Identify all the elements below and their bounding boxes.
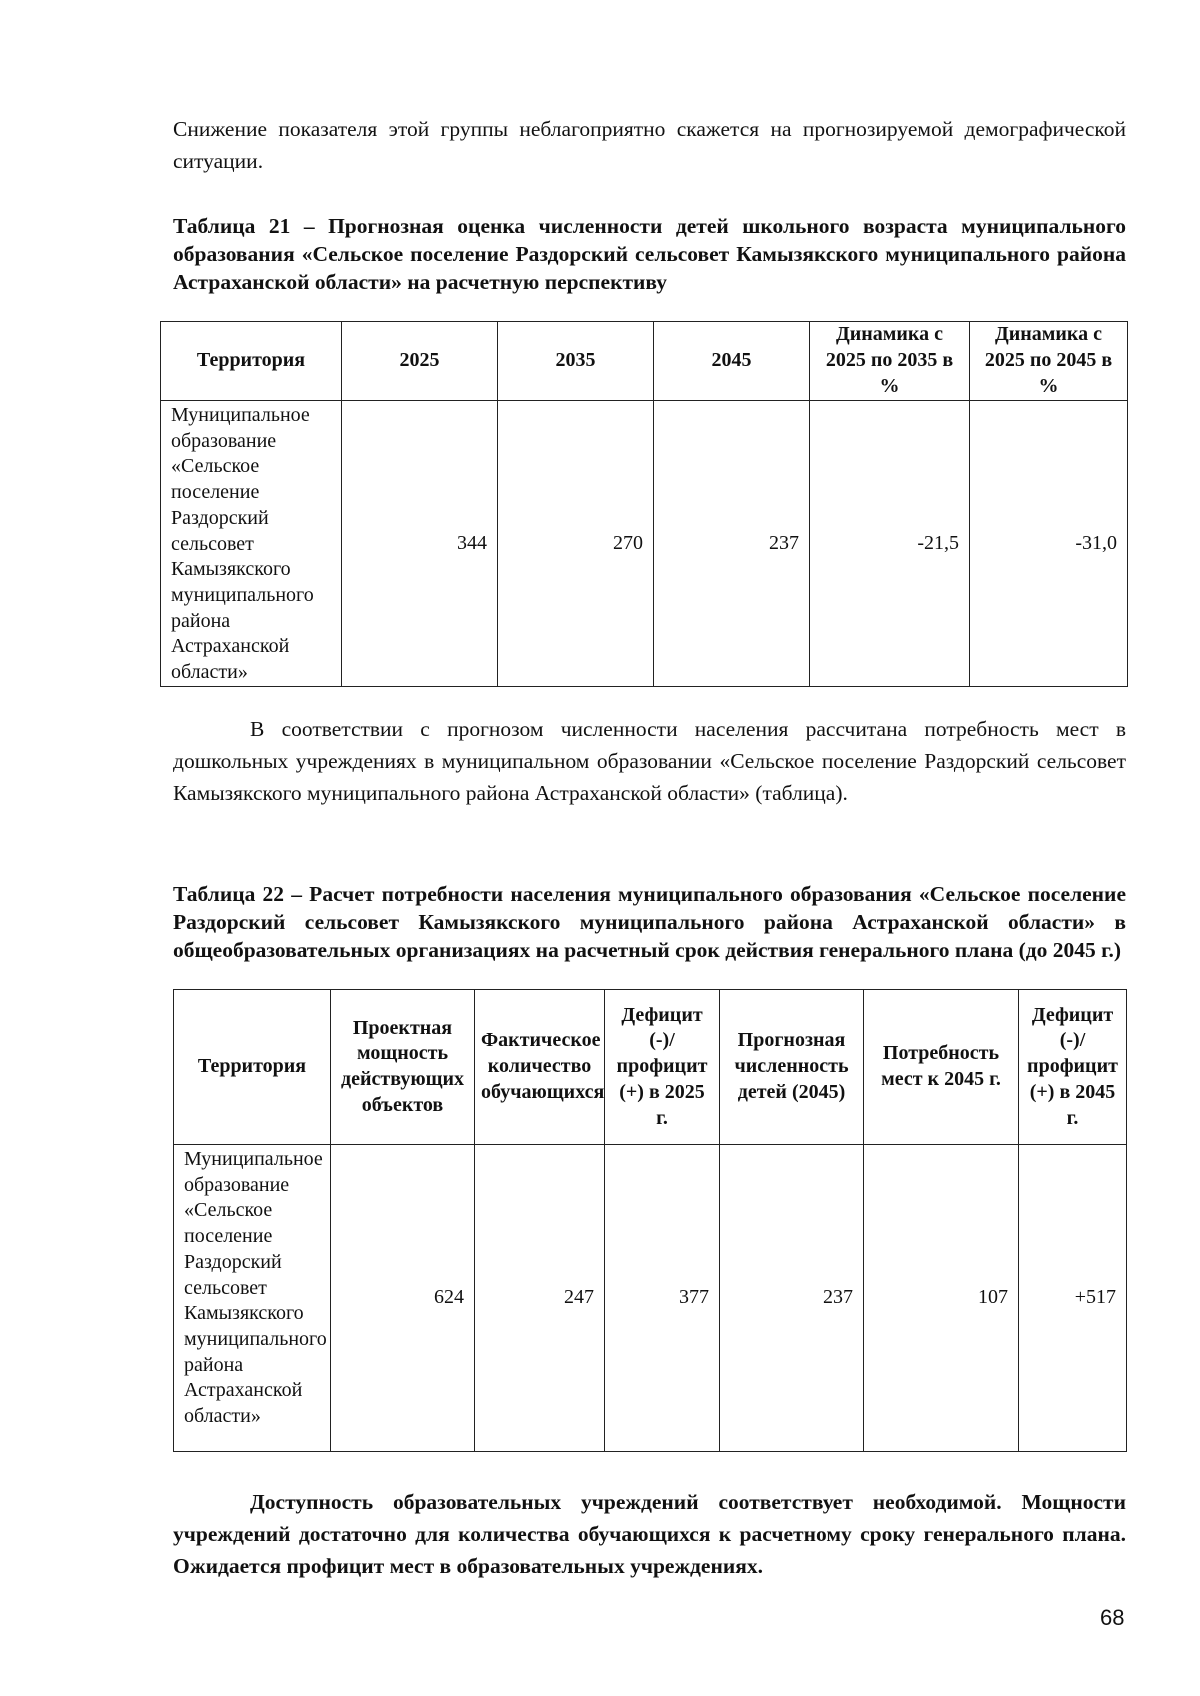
table-22-header-forecast-children: Прогнозная численность детей (2045) bbox=[720, 990, 864, 1145]
table-22-header-row bbox=[174, 990, 1127, 1145]
table-22-header-demand-2045: Потребность мест к 2045 г. bbox=[864, 990, 1019, 1145]
table-22-value-forecast-children: 237 bbox=[720, 1145, 864, 1452]
table-21-header-territory: Территория bbox=[161, 322, 342, 401]
table-22-header-balance-2045: Дефицит (-)/ профицит (+) в 2045 г. bbox=[1019, 990, 1127, 1145]
table-22-header-territory: Территория bbox=[174, 990, 331, 1145]
table-22-header-capacity: Проектная мощность действующих объектов bbox=[331, 990, 475, 1145]
intro-paragraph: Снижение показателя этой группы неблагоприятно скажется на прогнозируемой демографической ситуации. bbox=[173, 117, 1126, 173]
table-21-caption: Таблица 21 – Прогнозная оценка численности детей школьного возраста муниципального образования «Сельское поселение Раздорский сельсовет Камызякского муниципального района Астраханской области» на расчетную перспективу bbox=[173, 214, 1126, 294]
table-22-caption: Таблица 22 – Расчет потребности населения муниципального образования «Сельское поселение Раздорский сельсовет Камызякского муниципального района Астраханской области» в общеобразовательных организациях на расчетный срок действия генерального плана (до 2045 г.) bbox=[173, 882, 1126, 962]
table-22-value-balance-2045: +517 bbox=[1019, 1145, 1127, 1452]
table-21-header-2025: 2025 bbox=[342, 322, 498, 401]
table-21-header-2045: 2045 bbox=[654, 322, 810, 401]
table-21-value-2025: 344 bbox=[342, 401, 498, 687]
middle-paragraph: В соответствии с прогнозом численности населения рассчитана потребность мест в дошкольных учреждениях в муниципальном образовании «Сельское поселение Раздорский сельсовет Камызякского муниципального района Астраханской области» (таблица). bbox=[173, 717, 1126, 805]
table-row bbox=[161, 401, 1128, 687]
table-21-territory-cell: Муниципальное образование «Сельское поселение Раздорский сельсовет Камызякского муниципального района Астраханской области» bbox=[161, 401, 342, 687]
table-22-value-demand-2045: 107 bbox=[864, 1145, 1019, 1452]
table-22-value-balance-2025: 377 bbox=[605, 1145, 720, 1452]
table-22-territory-cell: Муниципальное образование «Сельское поселение Раздорский сельсовет Камызякского муниципального района Астраханской области» bbox=[174, 1145, 331, 1452]
table-22-value-actual-students: 247 bbox=[475, 1145, 605, 1452]
table-21-header-row bbox=[161, 322, 1128, 401]
table-22 bbox=[173, 989, 1127, 1452]
table-row bbox=[174, 1145, 1127, 1452]
table-21 bbox=[160, 321, 1128, 687]
table-22-header-actual-students: Фактическое количество обучающихся bbox=[475, 990, 605, 1145]
table-21-header-dynamics-2045: Динамика с 2025 по 2045 в % bbox=[970, 322, 1128, 401]
table-21-header-2035: 2035 bbox=[498, 322, 654, 401]
table-22-value-capacity: 624 bbox=[331, 1145, 475, 1452]
table-22-header-balance-2025: Дефицит (-)/ профицит (+) в 2025 г. bbox=[605, 990, 720, 1145]
page-number: 68 bbox=[1100, 1605, 1125, 1630]
table-21-header-dynamics-2035: Динамика с 2025 по 2035 в % bbox=[810, 322, 970, 401]
table-21-value-dynamics-2045: -31,0 bbox=[970, 401, 1128, 687]
conclusion-paragraph: Доступность образовательных учреждений соответствует необходимой. Мощности учреждений достаточно для количества обучающихся к расчетному сроку генерального плана. Ожидается профицит мест в образовательных учреждениях. bbox=[173, 1490, 1126, 1578]
table-21-value-dynamics-2035: -21,5 bbox=[810, 401, 970, 687]
table-21-value-2035: 270 bbox=[498, 401, 654, 687]
table-21-value-2045: 237 bbox=[654, 401, 810, 687]
